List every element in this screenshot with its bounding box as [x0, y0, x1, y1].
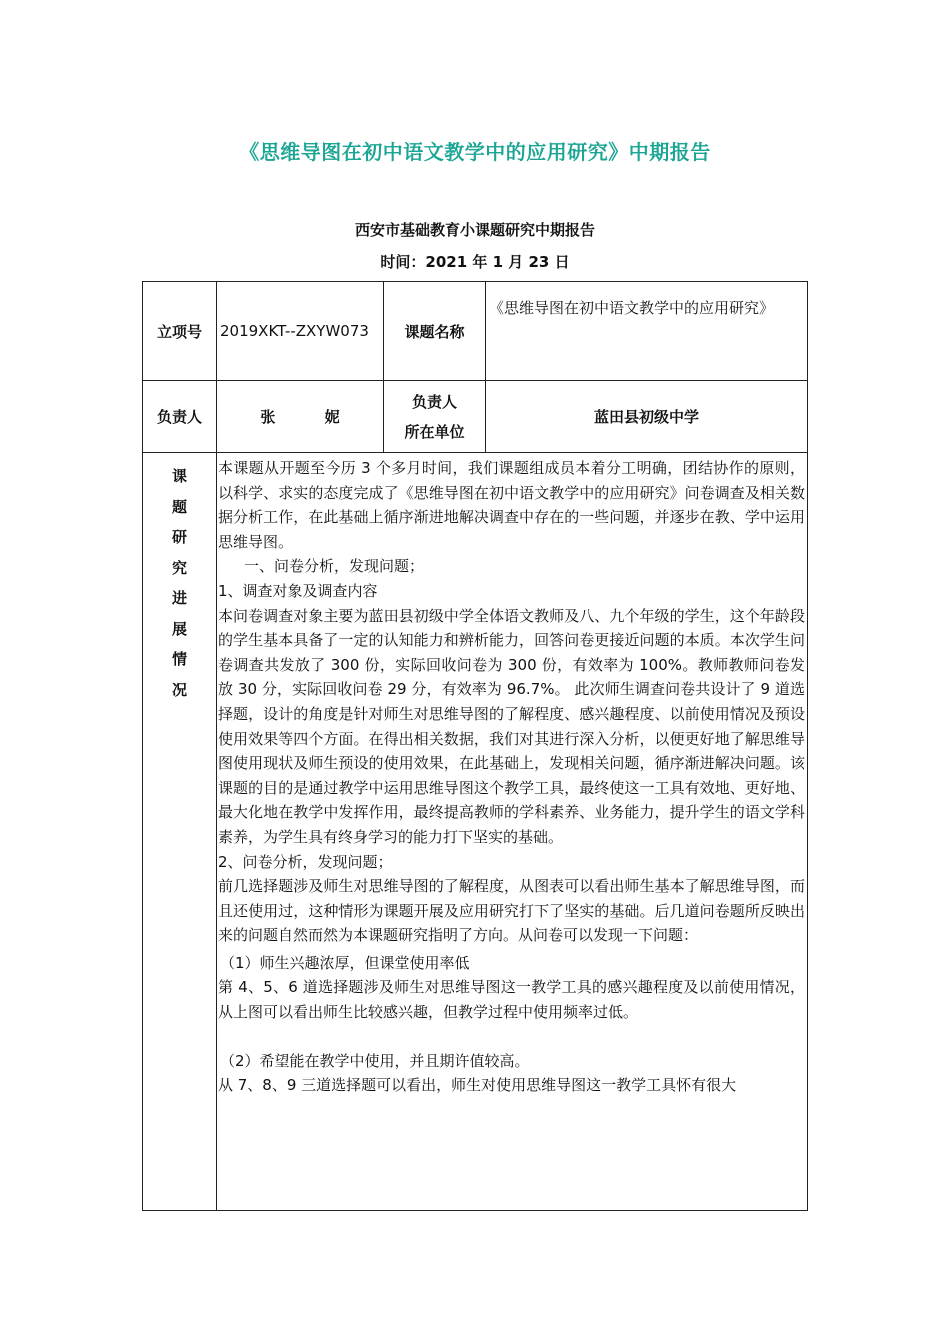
leader-label: 负责人 — [143, 381, 217, 453]
project-id-label: 立项号 — [143, 282, 217, 381]
paragraph: 本问卷调查对象主要为蓝田县初级中学全体语文教师及八、九个年级的学生，这个年龄段的学生基本具备了一定的认知能力和辨析能力，回答问卷更接近问题的本质。本次学生问卷调查共发放了 300 份，实际回收问卷为 300 份，有效率为 100%。教师教师问卷发放 30 分，实际回收问卷 29 分，有效率为 96.7%。 此次师生调查问卷共设计了 9 道选择题，设计的角度是针对师生对思维导图的了解程度、感兴趣程度、以前使用情况及预设使用效果等四个方面。在得出相关数据，我们对其进行深入分析，以便更好地了解思维导图使用现状及师生预设的使用效果，在此基础上，发现相关问题，循序渐进解决问题。该课题的目的是通过教学中运用思维导图这个教学工具，最终使这一工具有效地、更好地、最大化地在教学中发挥作用，最终提高教师的学科素养、业务能力，提升学生的语文学科素养，为学生具有终身学习的能力打下坚实的基础。 — [218, 606, 805, 846]
leader-value: 张 妮 — [217, 381, 384, 453]
section-heading: 一、问卷分析，发现问题； — [244, 557, 425, 576]
progress-label-char: 研 — [171, 528, 187, 546]
progress-label-char: 况 — [171, 680, 187, 699]
finding-heading: （1）师生兴趣浓厚，但课堂使用率低 — [220, 953, 470, 972]
progress-label-char: 情 — [171, 650, 187, 668]
progress-label-char: 题 — [171, 497, 187, 516]
progress-label-char: 进 — [171, 589, 187, 607]
document-title: 《思维导图在初中语文教学中的应用研究》中期报告 — [239, 140, 711, 164]
subsection-heading: 2、问卷分析，发现问题； — [218, 852, 393, 871]
table-row-leader — [143, 381, 807, 453]
progress-label-char: 展 — [171, 619, 187, 638]
paragraph: 本课题从开题至今历 3 个多月时间，我们课题组成员本着分工明确，团结协作的原则，以科学、求实的态度完成了《思维导图在初中语文教学中的应用研究》问卷调查及相关数据分析工作，在此基础上循序渐进地解决调查中存在的一些问题，并逐步在教、学中运用思维导图。 — [218, 459, 805, 551]
table-row-project — [143, 282, 807, 381]
report-table — [142, 281, 808, 1211]
topic-name-label: 课题名称 — [384, 282, 486, 381]
progress-label-char: 究 — [171, 558, 187, 577]
progress-content — [217, 453, 807, 1210]
progress-label — [143, 453, 217, 1210]
table-row-progress — [143, 453, 807, 1210]
progress-label-char: 课 — [171, 467, 187, 485]
leader-unit-value: 蓝田县初级中学 — [486, 381, 807, 453]
paragraph: 前几选择题涉及师生对思维导图的了解程度，从图表可以看出师生基本了解思维导图，而且还使用过，这种情形为课题开展及应用研究打下了坚实的基础。后几道问卷题所反映出来的问题自然而然为本课题研究指明了方向。从问卷可以发现一下问题： — [218, 877, 805, 945]
finding-heading: （2）希望能在教学中使用，并且期许值较高。 — [220, 1051, 530, 1070]
report-subtitle: 西安市基础教育小课题研究中期报告 — [354, 221, 595, 239]
paragraph: 第 4、5、6 道选择题涉及师生对思维导图这一教学工具的感兴趣程度及以前使用情况，从上图可以看出师生比较感兴趣，但教学过程中使用频率过低。 — [218, 978, 805, 1022]
leader-unit-label — [384, 381, 486, 453]
report-date: 时间：2021 年 1 月 23 日 — [380, 253, 570, 271]
topic-name-value: 《思维导图在初中语文教学中的应用研究》 — [486, 282, 807, 381]
leader-unit-label-line2: 所在单位 — [404, 422, 465, 441]
subsection-heading: 1、调查对象及调查内容 — [218, 581, 378, 600]
project-id-value: 2019XKT--ZXYW073 — [217, 282, 384, 381]
leader-unit-label-line1: 负责人 — [411, 392, 457, 411]
paragraph: 从 7、8、9 三道选择题可以看出，师生对使用思维导图这一教学工具怀有很大 — [218, 1076, 737, 1095]
